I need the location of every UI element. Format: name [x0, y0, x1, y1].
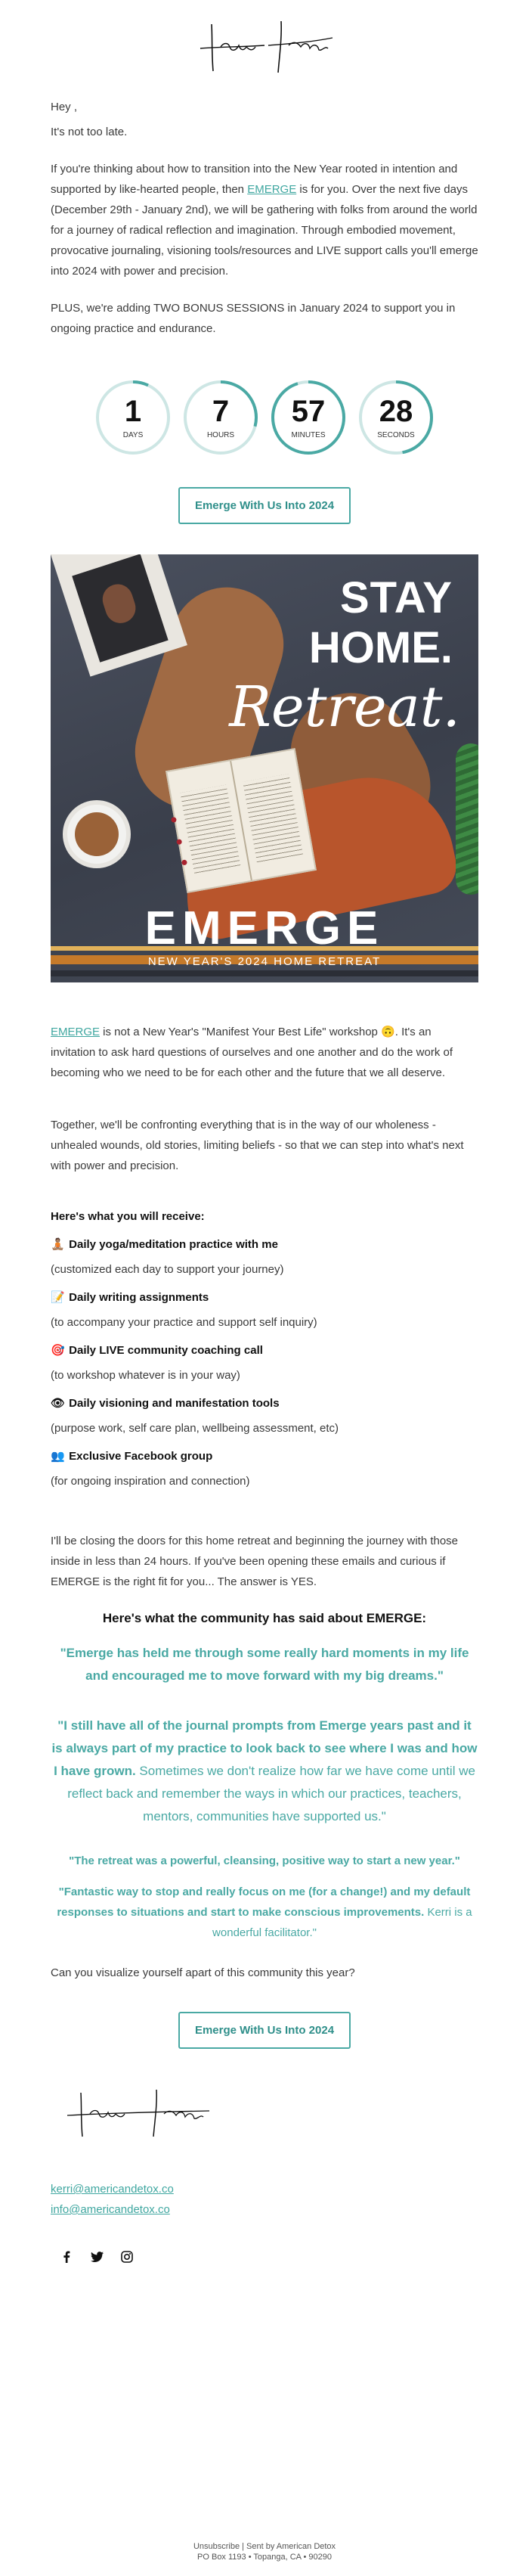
plant-decoration [456, 743, 478, 895]
hero-text-stay: STAY [339, 573, 453, 622]
rug-stripe [51, 970, 478, 976]
social-links [51, 2250, 478, 2264]
emerge-cta-button-bottom[interactable]: Emerge With Us Into 2024 [178, 2012, 351, 2049]
testimonial-quote [51, 1715, 478, 1828]
together-paragraph: Together, we'll be confronting everything that is in the way of our wholeness - unhealed wounds, old stories, limiting beliefs - so that we can step into what's next with power and precision. [51, 1119, 464, 1172]
footer [0, 2541, 529, 2562]
countdown-days-label: DAYS [122, 431, 144, 439]
email-link-kerri[interactable]: kerri@americandetox.co [51, 2183, 174, 2196]
instagram-icon[interactable] [120, 2250, 134, 2264]
receive-item-title: Daily visioning and manifestation tools [69, 1397, 280, 1410]
cover-portrait [99, 580, 140, 627]
countdown-minutes [269, 378, 348, 457]
berry-decoration [181, 859, 187, 865]
receive-item-title: Daily LIVE community coaching call [69, 1344, 263, 1357]
closing-question: Can you visualize yourself apart of this community this year? [51, 1966, 355, 1979]
quote-bold: "The retreat was a powerful, cleansing, positive way to start a new year." [69, 1854, 460, 1867]
quote-bold: "Emerge has held me through some really hard moments in my life and encouraged me to move forward with my big dreams." [60, 1646, 469, 1683]
open-book [166, 748, 317, 893]
testimonial-quote [51, 1851, 478, 1871]
countdown-days [94, 378, 172, 457]
contact-emails [51, 2179, 478, 2220]
receive-item-sub: (to workshop whatever is in your way) [51, 1369, 240, 1382]
receive-item-facebook [51, 1446, 478, 1466]
quote-bold: "Fantastic way to stop and really focus on me (for a change!) and my default responses to situations and start to make conscious improvements. [57, 1885, 471, 1919]
hero-image[interactable] [51, 554, 478, 982]
quote-bold: "I still have all of the journal prompts from Emerge years past and it is always part of my practice to look back to see where I was and how I have grown. [51, 1718, 478, 1778]
coffee [75, 812, 119, 856]
receive-item-title: Daily yoga/meditation practice with me [69, 1238, 278, 1251]
emerge-link[interactable]: EMERGE [247, 183, 297, 196]
intro-paragraph-text: If you're thinking about how to transition into the New Year rooted in intention and supported by like-hearted people, then [51, 163, 458, 196]
countdown-seconds [357, 378, 435, 457]
book-page [180, 785, 240, 875]
intro-paragraph [51, 159, 478, 281]
book-page [243, 774, 303, 864]
countdown-hours-value: 7 [212, 395, 230, 428]
receive-list [51, 1234, 478, 1491]
receive-item-sub: (purpose work, self care plan, wellbeing assessment, etc) [51, 1422, 339, 1435]
quote-plain: Sometimes we don't realize how far we have come until we reflect back and remember the ways in which our practices, teachers, mentors, communities have supported us." [67, 1764, 475, 1823]
magazine-cover [72, 554, 168, 663]
emerge-cta-button-top[interactable]: Emerge With Us Into 2024 [178, 487, 351, 524]
countdown-seconds-label: SECONDS [377, 431, 415, 439]
receive-item-sub: (customized each day to support your journey) [51, 1263, 284, 1276]
emerge-description [51, 1022, 478, 1083]
receive-item-title: Daily writing assignments [69, 1291, 209, 1304]
closing-doors-paragraph: I'll be closing the doors for this home retreat and beginning the journey with those inside in less than 24 hours. If you've been opening these emails and curious if EMERGE is the right fit for you... The answer is YES. [51, 1535, 459, 1588]
signature-logo [51, 0, 478, 91]
berry-decoration [171, 817, 177, 823]
notepad-icon: 📝 [51, 1291, 65, 1304]
hero-text-retreat: Retreat. [229, 675, 460, 740]
group-icon: 👥 [51, 1450, 65, 1463]
bonus-paragraph: PLUS, we're adding TWO BONUS SESSIONS in January 2024 to support you in ongoing practice and endurance. [51, 302, 456, 335]
hero-tagline: NEW YEAR'S 2024 HOME RETREAT [147, 955, 382, 968]
email-body [51, 0, 478, 2264]
eye-icon: 👁 [51, 1397, 66, 1410]
receive-item-yoga [51, 1234, 478, 1255]
target-icon: 🎯 [51, 1344, 65, 1357]
emerge-link-2[interactable]: EMERGE [51, 1026, 101, 1038]
testimonial-quote [51, 1642, 478, 1687]
receive-item-sub: (to accompany your practice and support self inquiry) [51, 1316, 317, 1329]
countdown-minutes-value: 57 [291, 395, 326, 428]
countdown-seconds-value: 28 [379, 395, 413, 428]
meditation-icon: 🧘🏽 [51, 1238, 65, 1251]
receive-item-coaching [51, 1340, 478, 1361]
receive-item-sub: (for ongoing inspiration and connection) [51, 1475, 250, 1488]
berry-decoration [176, 839, 182, 845]
emerge-description-text: is not a New Year's "Manifest Your Best Life" workshop 🙃. It's an invitation to ask hard questions of ourselves and one another and do the work of becoming who we need to be for each other and the future that we all deserve. [51, 1026, 453, 1079]
footer-address: PO Box 1193 • Topanga, CA • 90290 [197, 2553, 332, 2562]
community-title: Here's what the community has said about EMERGE: [102, 1611, 427, 1625]
receive-item-writing [51, 1287, 478, 1308]
greeting: Hey , [51, 101, 78, 113]
footer-unsubscribe[interactable]: Unsubscribe | Sent by American Detox [193, 2542, 336, 2551]
countdown-timer [51, 378, 478, 457]
receive-item-title: Exclusive Facebook group [69, 1450, 213, 1463]
countdown-days-value: 1 [124, 395, 142, 428]
hero-text-home: HOME. [308, 623, 453, 672]
intro-text: It's not too late. [51, 126, 128, 138]
testimonial-quote [51, 1882, 478, 1943]
cta-wrapper-bottom [51, 2012, 478, 2049]
receive-item-visioning [51, 1393, 478, 1414]
receive-title: Here's what you will receive: [51, 1210, 205, 1223]
countdown-hours [181, 378, 260, 457]
hero-brand: EMERGE [144, 902, 385, 954]
quote-plain: Kerri is a wonderful facilitator." [212, 1906, 472, 1939]
coffee-mug [63, 800, 131, 868]
email-link-info[interactable]: info@americandetox.co [51, 2203, 170, 2216]
countdown-minutes-label: MINUTES [291, 431, 326, 439]
countdown-hours-label: HOURS [206, 431, 235, 439]
signature-bottom [51, 2087, 478, 2140]
facebook-icon[interactable] [60, 2250, 73, 2264]
cta-wrapper-top [51, 487, 478, 524]
twitter-icon[interactable] [90, 2250, 104, 2264]
intro-paragraph-text-cont: is for you. Over the next five days (December 29th - January 2nd), we will be gathering with folks from around the world for a journey of radical reflection and imagination. Through embodied movement, provocative journaling, visioning tools/resources and LIVE support calls you'll emerge into 2024 with power and precision. [51, 183, 478, 278]
